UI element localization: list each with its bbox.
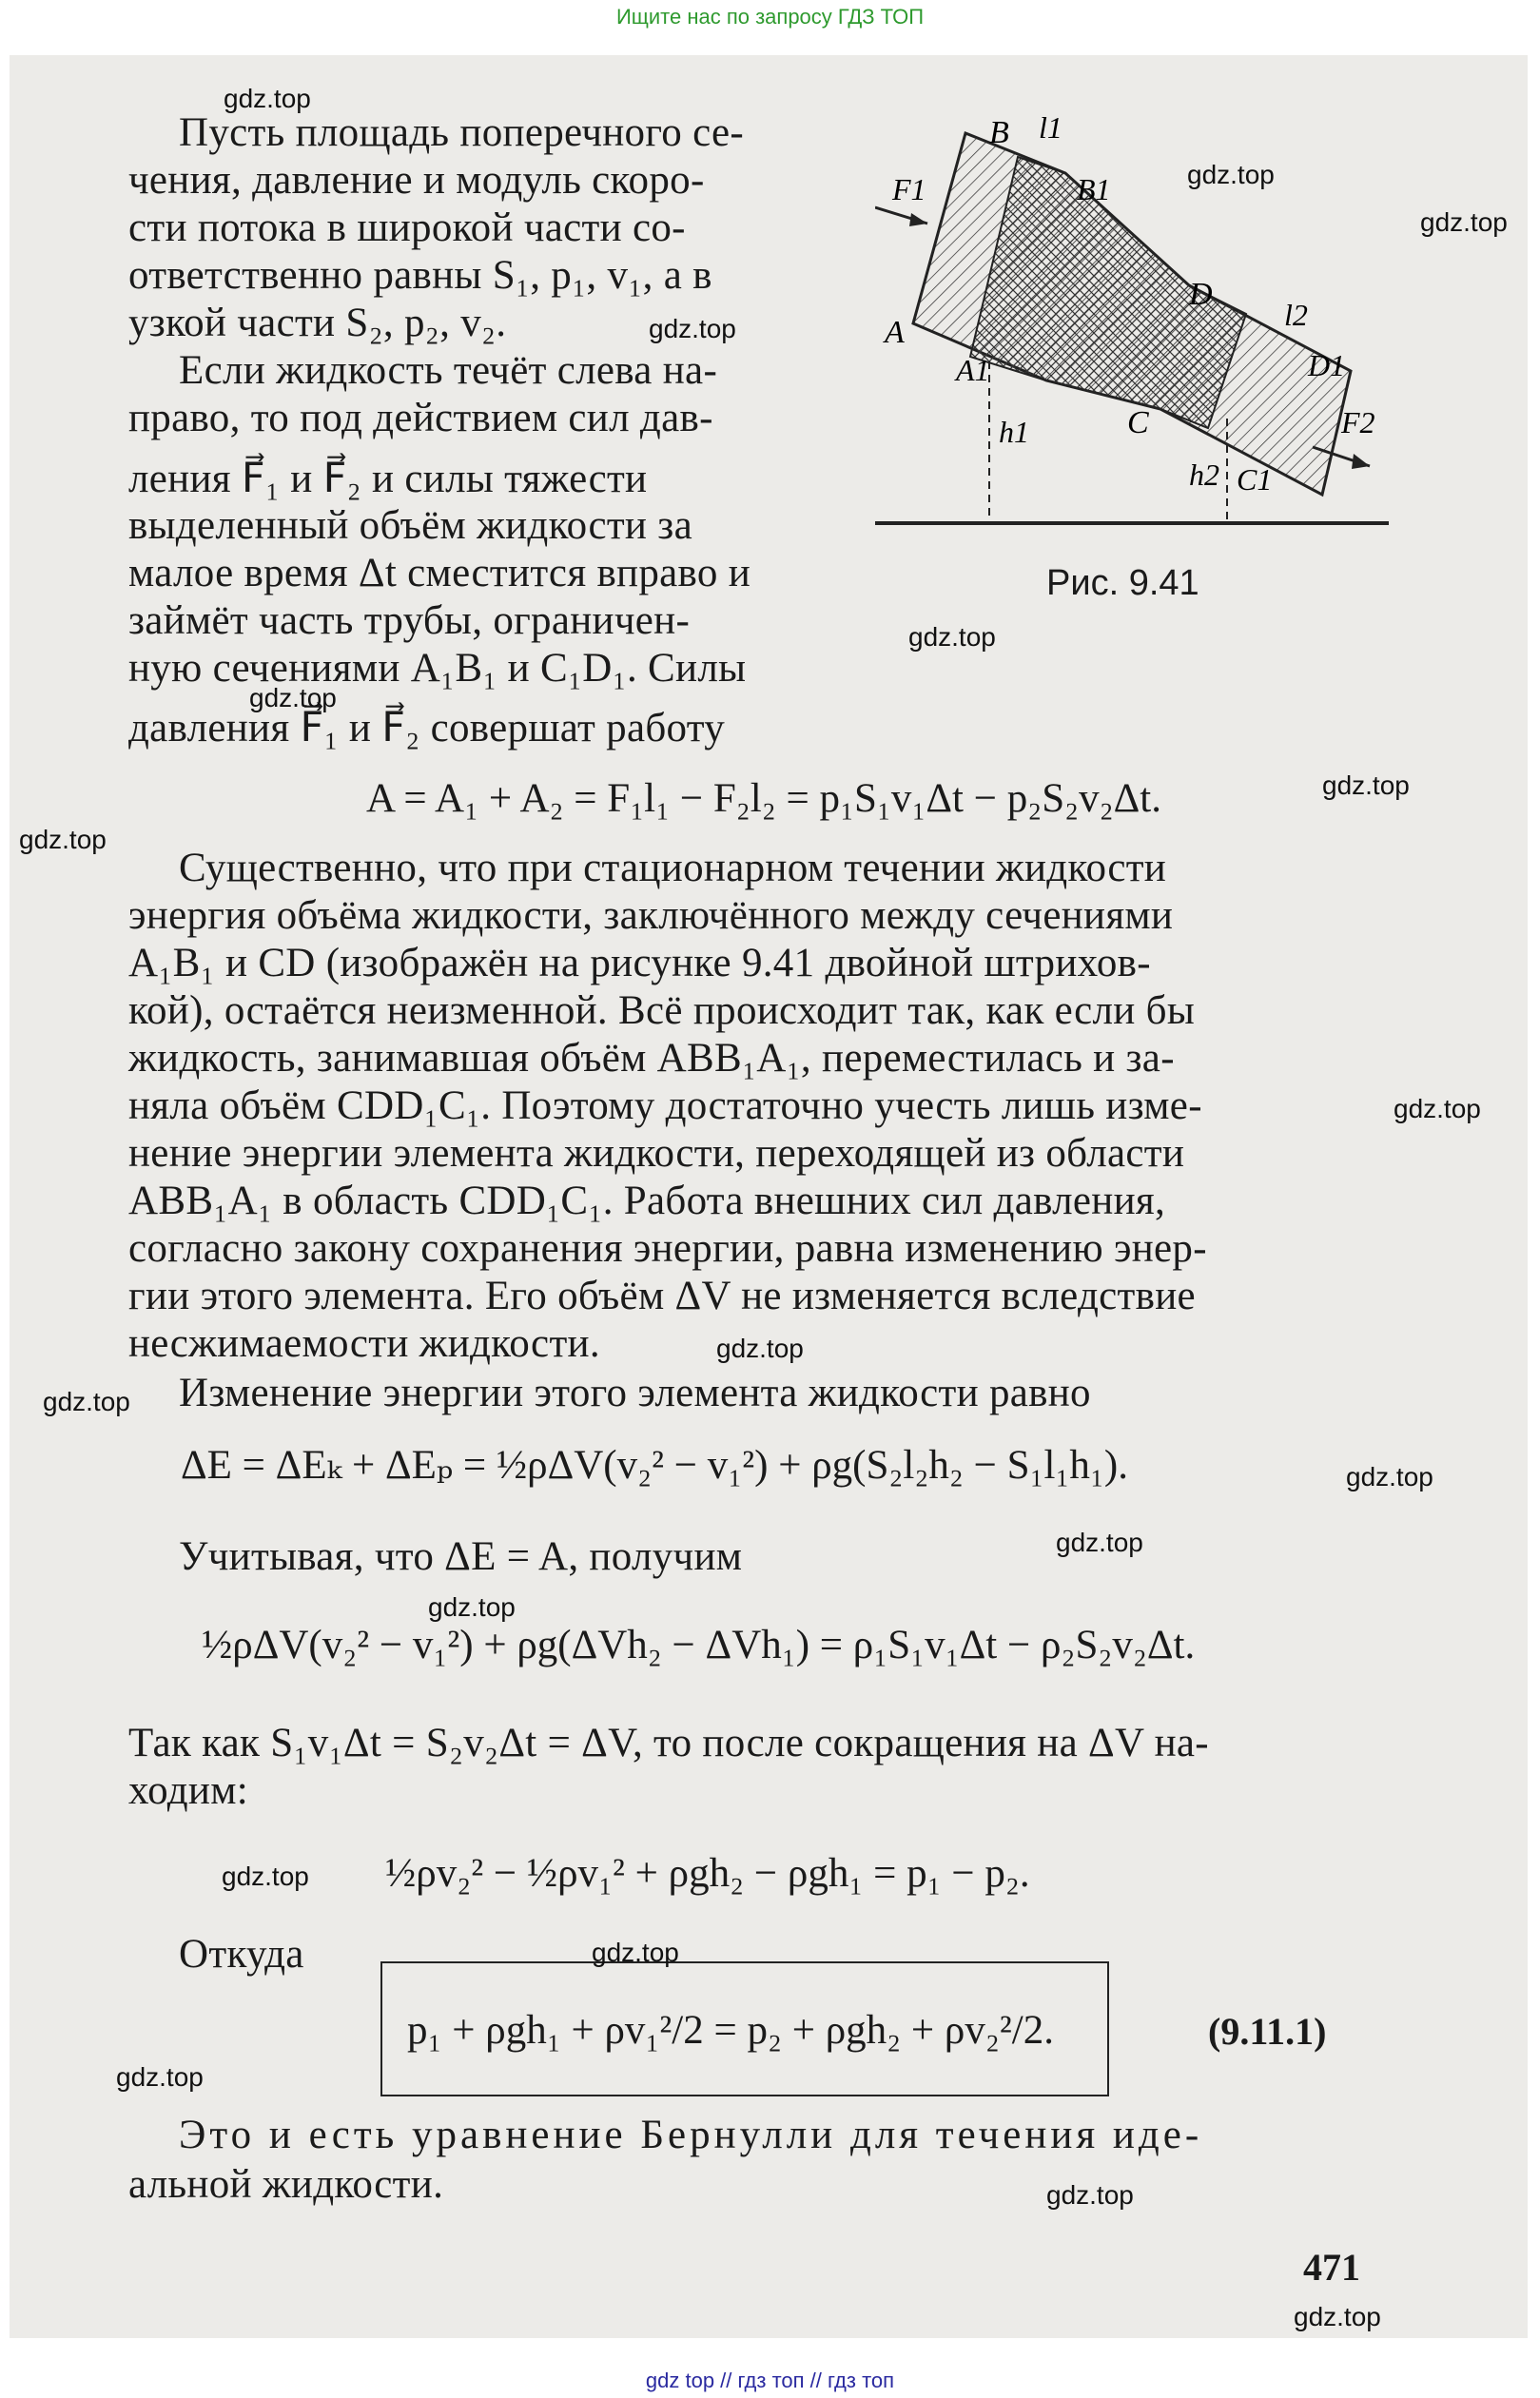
- watermark: gdz.top: [1294, 2302, 1381, 2331]
- watermark: gdz.top: [116, 2062, 204, 2092]
- fig-label-b1: B1: [1077, 172, 1111, 206]
- fig-label-h1: h1: [999, 415, 1029, 449]
- figure-caption: Рис. 9.41: [1046, 563, 1199, 603]
- text-line: ления F⃗₁ и F⃗₂ и силы тяжести: [128, 457, 648, 501]
- text-line: малое время Δt сместится вправо и: [128, 551, 751, 595]
- text-line: право, то под действием сил дав-: [128, 396, 713, 440]
- watermark: gdz.top: [908, 622, 996, 652]
- watermark: gdz.top: [1394, 1094, 1481, 1123]
- watermark: gdz.top: [428, 1592, 516, 1622]
- fig-label-d1: D1: [1308, 348, 1346, 382]
- equation-work: A = A₁ + A₂ = F₁l₁ − F₂l₂ = p₁S₁v₁Δt − p₂S₂v₂Δt.: [366, 776, 1161, 821]
- watermark: gdz.top: [224, 84, 311, 113]
- text-line: давления F⃗₁ и F⃗₂ совершат работу: [128, 706, 726, 751]
- equation-bernoulli: p₁ + ρgh₁ + ρv₁²/2 = p₂ + ρgh₂ + ρv₂²/2.: [407, 2008, 1054, 2053]
- text-line: займёт часть трубы, ограничен-: [128, 598, 691, 643]
- fig-label-a1: A1: [956, 353, 990, 387]
- text-line: сти потока в широкой части со-: [128, 205, 686, 250]
- watermark: gdz.top: [249, 683, 337, 712]
- equation-number: (9.11.1): [1208, 2010, 1327, 2053]
- text-line: Если жидкость течёт слева на-: [179, 348, 718, 393]
- watermark: gdz.top: [43, 1387, 130, 1416]
- fig-label-a: A: [885, 315, 905, 350]
- text-line: жидкость, занимавшая объём ABB₁A₁, переместилась и за-: [128, 1036, 1175, 1081]
- fig-label-l1: l1: [1039, 110, 1062, 145]
- text-line: ответственно равны S₁, p₁, v₁, а в: [128, 253, 712, 298]
- watermark: gdz.top: [1046, 2180, 1134, 2210]
- text-line: няла объём CDD₁C₁. Поэтому достаточно учесть лишь изме-: [128, 1083, 1202, 1128]
- text-line: Откуда: [179, 1932, 304, 1977]
- fig-label-f2: F2: [1341, 405, 1375, 439]
- watermark: gdz.top: [649, 314, 736, 343]
- figure-9-41: [875, 105, 1408, 599]
- text-line: A₁B₁ и CD (изображён на рисунке 9.41 двойной штрихов-: [128, 941, 1151, 985]
- text-line: ную сечениями A₁B₁ и C₁D₁. Силы: [128, 646, 747, 691]
- text-line: узкой части S₂, p₂, v₂.: [128, 301, 507, 345]
- top-banner[interactable]: Ищите нас по запросу ГДЗ ТОП: [615, 5, 925, 29]
- text-line: чения, давление и модуль скоро-: [128, 158, 705, 203]
- fig-label-f1: F1: [892, 172, 926, 206]
- text-line: несжимаемости жидкости.: [128, 1321, 600, 1366]
- bottom-banner[interactable]: gdz top // гдз топ // гдз топ: [645, 2369, 895, 2392]
- watermark: gdz.top: [1187, 160, 1275, 189]
- text-line: нение энергии элемента жидкости, переходящей из области: [128, 1131, 1185, 1176]
- equation-reduced: ½ρv₂² − ½ρv₁² + ρgh₂ − ρgh₁ = p₁ − p₂.: [385, 1851, 1030, 1896]
- fig-label-c: C: [1127, 405, 1149, 440]
- text-line: ходим:: [128, 1768, 248, 1813]
- watermark: gdz.top: [222, 1862, 309, 1891]
- text-line: энергия объёма жидкости, заключённого между сечениями: [128, 893, 1174, 938]
- text-line: согласно закону сохранения энергии, равна изменению энер-: [128, 1226, 1207, 1271]
- fig-label-c1: C1: [1237, 462, 1273, 497]
- text-line: Учитывая, что ΔE = A, получим: [179, 1534, 743, 1579]
- text-line: выделенный объём жидкости за: [128, 503, 692, 548]
- text-line: Пусть площадь поперечного се-: [179, 110, 744, 155]
- watermark: gdz.top: [1056, 1528, 1143, 1557]
- fig-label-b: B: [989, 115, 1009, 150]
- watermark: gdz.top: [1420, 207, 1508, 237]
- text-line: Существенно, что при стационарном течении жидкости: [179, 846, 1167, 890]
- watermark: gdz.top: [716, 1334, 804, 1363]
- text-line: Изменение энергии этого элемента жидкости равно: [179, 1371, 1091, 1415]
- fig-label-h2: h2: [1189, 458, 1219, 492]
- text-line: ABB₁A₁ в область CDD₁C₁. Работа внешних сил давления,: [128, 1179, 1166, 1223]
- watermark: gdz.top: [1322, 770, 1410, 800]
- page-number: 471: [1303, 2246, 1360, 2289]
- text-line: гии этого элемента. Его объём ΔV не изменяется вследствие: [128, 1274, 1196, 1318]
- fig-label-l2: l2: [1284, 298, 1308, 332]
- text-line: альной жидкости.: [128, 2162, 444, 2207]
- fig-label-d: D: [1189, 277, 1213, 312]
- text-line: кой), остаётся неизменной. Всё происходит так, как если бы: [128, 988, 1196, 1033]
- text-line: Это и есть уравнение Бернулли для течения иде-: [179, 2113, 1203, 2157]
- equation-combined: ½ρΔV(v₂² − v₁²) + ρg(ΔVh₂ − ΔVh₁) = ρ₁S₁v₁Δt − ρ₂S₂v₂Δt.: [202, 1623, 1196, 1667]
- watermark: gdz.top: [592, 1938, 679, 1967]
- text-line: Так как S₁v₁Δt = S₂v₂Δt = ΔV, то после сокращения на ΔV на-: [128, 1721, 1209, 1765]
- watermark: gdz.top: [1346, 1462, 1433, 1491]
- watermark: gdz.top: [19, 825, 107, 854]
- equation-energy: ΔE = ΔEₖ + ΔEₚ = ½ρΔV(v₂² − v₁²) + ρg(S₂l₂h₂ − S₁l₁h₁).: [181, 1443, 1128, 1488]
